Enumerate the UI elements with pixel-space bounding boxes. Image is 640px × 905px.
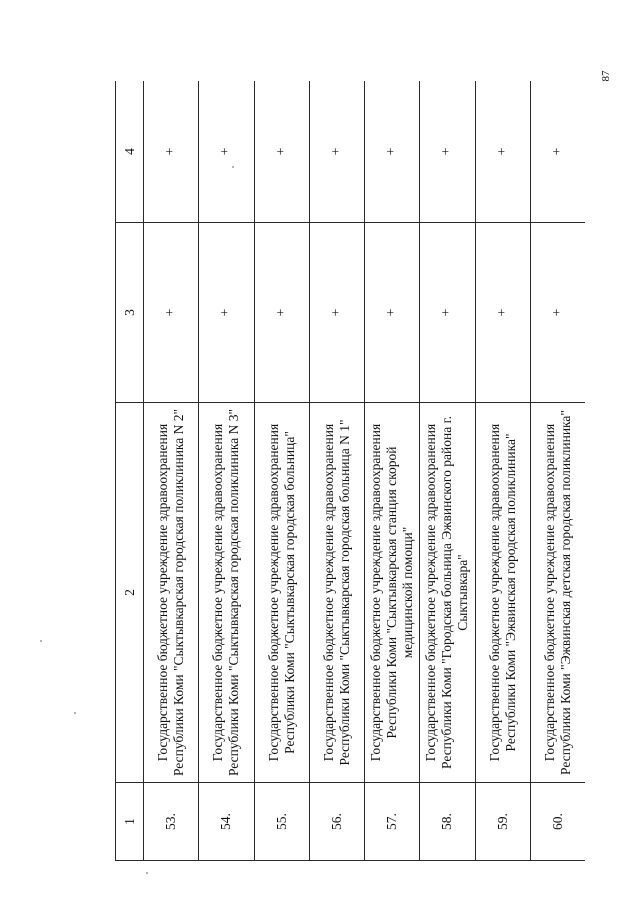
- table-row: [530, 81, 585, 861]
- col4-mark: +: [199, 81, 254, 223]
- col3-mark: +: [475, 223, 530, 403]
- scan-speck: [146, 872, 148, 874]
- header-col-3: 3: [116, 223, 144, 403]
- institutions-table: [115, 81, 585, 861]
- table-row: [254, 81, 309, 861]
- row-number: 55.: [254, 783, 309, 861]
- row-number: 54.: [199, 783, 254, 861]
- institution-name: Государственное бюджетное учреждение здравоохранения Республики Коми "Городская больница Эжвинского района г. Сыктывкара": [420, 403, 475, 783]
- col4-mark: +: [365, 81, 420, 223]
- col3-mark: +: [365, 223, 420, 403]
- row-number: 57.: [365, 783, 420, 861]
- header-col-1: 1: [116, 783, 144, 861]
- rotated-table-viewport: [115, 81, 585, 861]
- row-number: 56.: [309, 783, 364, 861]
- institution-name: Государственное бюджетное учреждение здравоохранения Республики Коми "Сыктывкарская городская больница": [254, 403, 309, 783]
- institution-name: Государственное бюджетное учреждение здравоохранения Республики Коми "Сыктывкарская городская поликлиника N 3": [199, 403, 254, 783]
- col4-mark: +: [144, 81, 199, 223]
- col4-mark: +: [309, 81, 364, 223]
- col3-mark: +: [530, 223, 585, 403]
- col3-mark: +: [420, 223, 475, 403]
- table-row: [365, 81, 420, 861]
- table-row: [309, 81, 364, 861]
- col3-mark: +: [309, 223, 364, 403]
- institution-name: Государственное бюджетное учреждение здравоохранения Республики Коми "Сыктывкарская городская поликлиника N 2": [144, 403, 199, 783]
- col3-mark: +: [144, 223, 199, 403]
- institution-name: Государственное бюджетное учреждение здравоохранения Республики Коми "Эжвинская детская городская поликлиника": [530, 403, 585, 783]
- table-row: [199, 81, 254, 861]
- col4-mark: +: [530, 81, 585, 223]
- header-col-4: 4: [116, 81, 144, 223]
- col4-mark: +: [475, 81, 530, 223]
- row-number: 60.: [530, 783, 585, 861]
- scan-speck: [232, 166, 234, 168]
- scan-speck: [40, 640, 42, 642]
- header-col-2: 2: [116, 403, 144, 783]
- col4-mark: +: [254, 81, 309, 223]
- table-frame: [115, 81, 585, 861]
- scan-speck: [74, 712, 76, 714]
- institution-name: Государственное бюджетное учреждение здравоохранения Республики Коми "Сыктывкарская городская больница N 1": [309, 403, 364, 783]
- institution-name: Государственное бюджетное учреждение здравоохранения Республики Коми "Эжвинская городская поликлиника": [475, 403, 530, 783]
- row-number: 53.: [144, 783, 199, 861]
- page-number: 87: [600, 70, 612, 82]
- col3-mark: +: [254, 223, 309, 403]
- table-row: [420, 81, 475, 861]
- table-row: [144, 81, 199, 861]
- col4-mark: +: [420, 81, 475, 223]
- row-number: 59.: [475, 783, 530, 861]
- row-number: 58.: [420, 783, 475, 861]
- col3-mark: +: [199, 223, 254, 403]
- table-header-row: [116, 81, 144, 861]
- table-row: [475, 81, 530, 861]
- institution-name: Государственное бюджетное учреждение здравоохранения Республики Коми "Сыктывкарская станция скорой медицинской помощи": [365, 403, 420, 783]
